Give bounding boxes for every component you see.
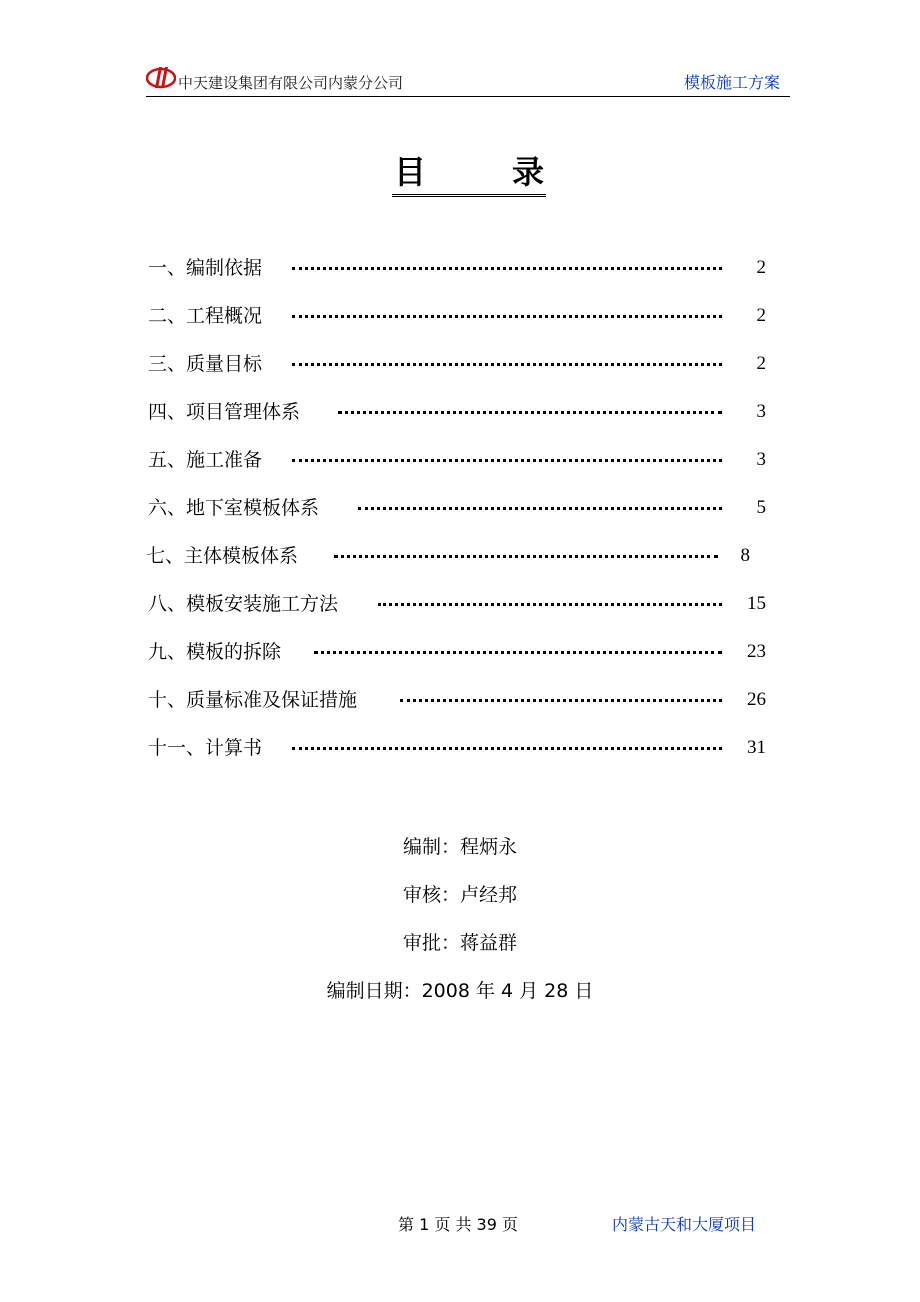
toc-leader-dots	[400, 699, 722, 702]
toc-item-label: 一、编制依据	[148, 257, 263, 279]
reviewed-by	[0, 880, 920, 907]
toc-leader-dots	[292, 267, 722, 270]
toc-item-label: 五、施工准备	[148, 449, 263, 471]
toc-item[interactable]	[148, 494, 768, 522]
document-type: 模板施工方案	[683, 73, 780, 92]
toc-item-page: 31	[747, 737, 766, 758]
toc-leader-dots	[358, 507, 722, 510]
title-char-1: 目	[394, 153, 427, 191]
toc-item-page: 26	[747, 689, 766, 710]
toc-item-page: 2	[756, 353, 766, 374]
title-char-2: 录	[511, 153, 544, 191]
toc-leader-dots	[292, 459, 722, 462]
toc-leader-dots	[292, 747, 722, 750]
toc-leader-dots	[334, 555, 718, 558]
toc-leader-dots	[292, 363, 722, 366]
toc-item[interactable]	[148, 590, 768, 618]
toc-item[interactable]	[148, 302, 768, 330]
reviewed-by-text: 审核：卢经邦	[402, 884, 517, 906]
toc-leader-dots	[314, 651, 722, 654]
toc-leader-dots	[292, 315, 722, 318]
toc-item-page: 3	[756, 401, 766, 422]
compiled-by-text: 编制：程炳永	[402, 836, 517, 858]
toc-item-label: 四、项目管理体系	[148, 401, 301, 423]
toc-item[interactable]	[148, 446, 768, 474]
toc-item-page: 23	[747, 641, 766, 662]
toc-leader-dots	[338, 411, 722, 414]
toc-item-label: 九、模板的拆除	[148, 641, 282, 663]
toc-item-page: 15	[747, 593, 766, 614]
toc-leader-dots	[378, 603, 722, 606]
toc-item[interactable]	[148, 638, 768, 666]
toc-item[interactable]	[148, 350, 768, 378]
toc-item-page: 2	[756, 305, 766, 326]
toc-item-label: 八、模板安装施工方法	[148, 593, 339, 615]
approved-by	[0, 928, 920, 955]
compile-date	[0, 976, 920, 1003]
company-logo-icon	[146, 64, 176, 90]
toc-item-label: 十、质量标准及保证措施	[148, 689, 358, 711]
compile-date-text: 编制日期：2008 年 4 月 28 日	[326, 980, 594, 1002]
toc-item[interactable]	[148, 686, 768, 714]
toc-item-label: 七、主体模板体系	[146, 545, 299, 567]
toc-item-label: 二、工程概况	[148, 305, 263, 327]
company-name: 中天建设集团有限公司内蒙分公司	[178, 74, 404, 92]
toc-item-page: 3	[756, 449, 766, 470]
toc-item-label: 十一、计算书	[148, 737, 263, 759]
compiled-by	[0, 832, 920, 859]
toc-item[interactable]	[148, 542, 768, 570]
toc-item-page: 8	[740, 545, 750, 566]
toc-item[interactable]	[148, 734, 768, 762]
toc-item-page: 5	[756, 497, 766, 518]
page-header	[146, 62, 790, 97]
toc-item[interactable]	[148, 254, 768, 282]
toc-item-label: 三、质量目标	[148, 353, 263, 375]
footer-project-name: 内蒙古天和大厦项目	[612, 1215, 757, 1234]
footer-page-info: 第 1 页 共 39 页	[398, 1215, 518, 1234]
approved-by-text: 审批：蒋益群	[402, 932, 517, 954]
toc-item[interactable]	[148, 398, 768, 426]
toc-item-page: 2	[756, 257, 766, 278]
toc-item-label: 六、地下室模板体系	[148, 497, 320, 519]
page-title	[392, 150, 546, 197]
